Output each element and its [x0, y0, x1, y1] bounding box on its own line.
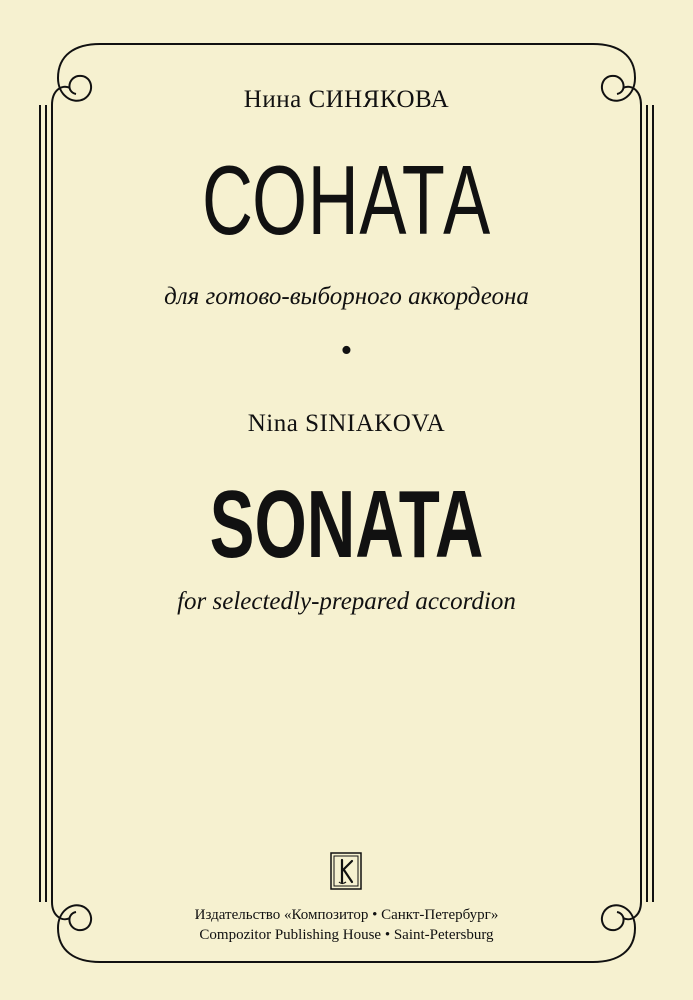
title-ru: СОНАТА: [202, 145, 491, 255]
publisher-k-logo-icon: [330, 852, 362, 890]
author-name-ru: Нина СИНЯКОВА: [243, 86, 450, 113]
author-name-en: Nina SINIAKOVA: [247, 410, 446, 437]
title-en: SONATA: [209, 471, 484, 578]
publisher-line-ru: Издательство «Композитор • Санкт-Петербург»: [194, 907, 499, 923]
publisher-line-en: Compozitor Publishing House • Saint-Petersburg: [199, 927, 494, 943]
subtitle-ru: для готово-выборного аккордеона: [164, 283, 529, 310]
separator-bullet: •: [340, 332, 353, 369]
subtitle-en: for selectedly-prepared accordion: [177, 588, 516, 615]
